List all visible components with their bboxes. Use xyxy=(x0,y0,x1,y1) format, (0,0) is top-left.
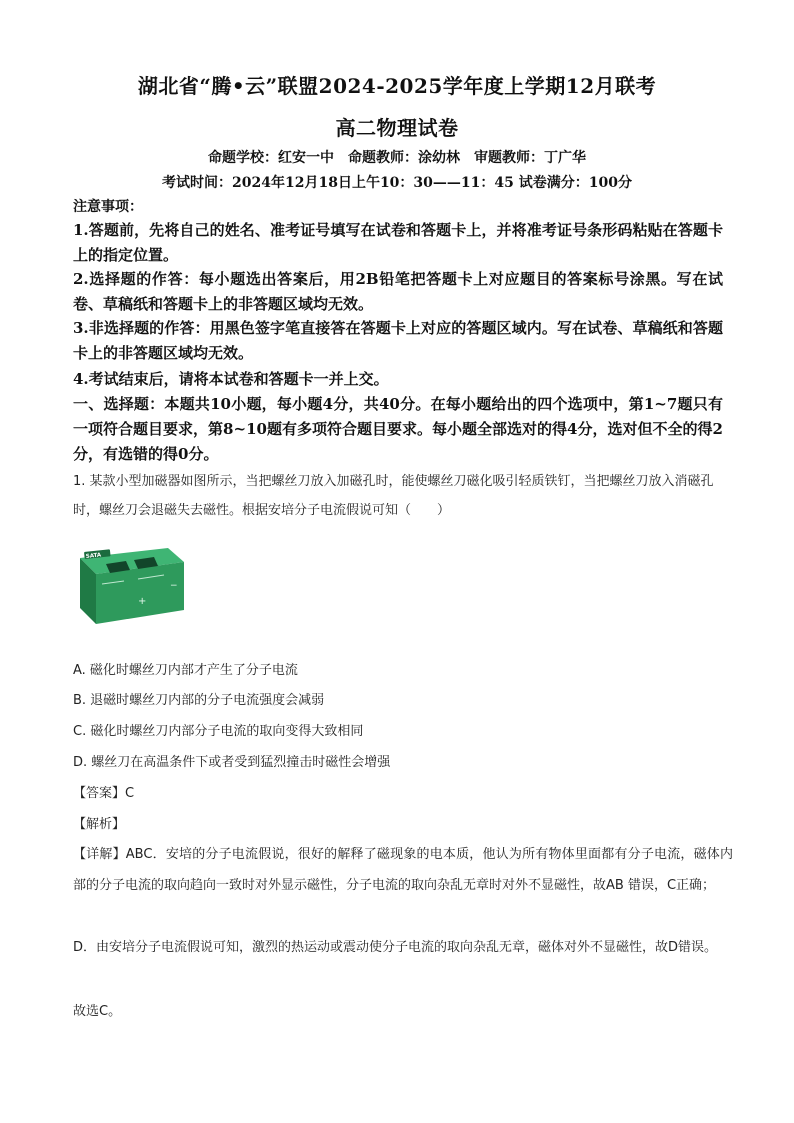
notice-item-4: 4.考试结束后，请将本试卷和答题卡一并上交。 xyxy=(73,370,389,388)
detail-paragraph-1: 【详解】ABC．安培的分子电流假说，很好的解释了磁现象的电本质，他认为所有物体里面都有分子电流，磁体内部的分子电流的取向趋向一致时对外显示磁性，分子电流的取向杂乱无章时对外不显磁性，故AB 错误，C正确； xyxy=(73,847,733,893)
conclusion: 故选C。 xyxy=(73,1004,122,1019)
detail-paragraph-2: D．由安培分子电流假说可知，激烈的热运动或震动使分子电流的取向杂乱无章，磁体对外不显磁性，故D错误。 xyxy=(73,940,718,955)
section-heading: 一、选择题：本题共10小题，每小题4分，共40分。在每小题给出的四个选项中，第1~7题只有一项符合题目要求，第8~10题有多项符合题目要求。每小题全部选对的得4分，选对但不全的得2分，有选错的得0分。 xyxy=(73,395,723,463)
svg-text:−: − xyxy=(170,581,178,591)
exam-subtitle: 高二物理试卷 xyxy=(335,116,459,140)
analysis-label: 【解析】 xyxy=(73,817,126,832)
notice-item-3: 3.非选择题的作答：用黑色签字笔直接答在答题卡上对应的答题区域内。写在试卷、草稿纸和答题卡上的非答题区域均无效。 xyxy=(73,319,723,362)
exam-time-info: 考试时间：2024年12月18日上午10：30——11：45 试卷满分：100分 xyxy=(162,175,632,191)
device-brand-label: SATA xyxy=(85,552,102,560)
notice-item-1: 1.答题前，先将自己的姓名、准考证号填写在试卷和答题卡上，并将准考证号条形码粘贴在答题卡上的指定位置。 xyxy=(73,221,723,264)
question-1-stem: 1. 某款小型加磁器如图所示，当把螺丝刀放入加磁孔时，能使螺丝刀磁化吸引轻质铁钉，当把螺丝刀放入消磁孔时，螺丝刀会退磁失去磁性。根据安培分子电流假说可知（ ） xyxy=(73,474,714,518)
svg-text:+: + xyxy=(138,596,147,607)
notice-heading: 注意事项： xyxy=(73,199,143,215)
option-a: A. 磁化时螺丝刀内部才产生了分子电流 xyxy=(73,663,298,678)
notice-item-2: 2.选择题的作答：每小题选出答案后，用2B铅笔把答题卡上对应题目的答案标号涂黑。写在试卷、草稿纸和答题卡上的非答题区域均无效。 xyxy=(73,270,723,313)
exam-authors: 命题学校：红安一中 命题教师：涂幼林 审题教师：丁广华 xyxy=(208,150,586,166)
magnetizer-image xyxy=(72,544,188,626)
answer-label: 【答案】C xyxy=(73,786,135,801)
option-b: B. 退磁时螺丝刀内部的分子电流强度会减弱 xyxy=(73,693,325,708)
exam-title: 湖北省“腾•云”联盟2024-2025学年度上学期12月联考 xyxy=(137,74,657,98)
option-c: C. 磁化时螺丝刀内部分子电流的取向变得大致相同 xyxy=(73,724,364,739)
option-d: D. 螺丝刀在高温条件下或者受到猛烈撞击时磁性会增强 xyxy=(73,755,391,770)
